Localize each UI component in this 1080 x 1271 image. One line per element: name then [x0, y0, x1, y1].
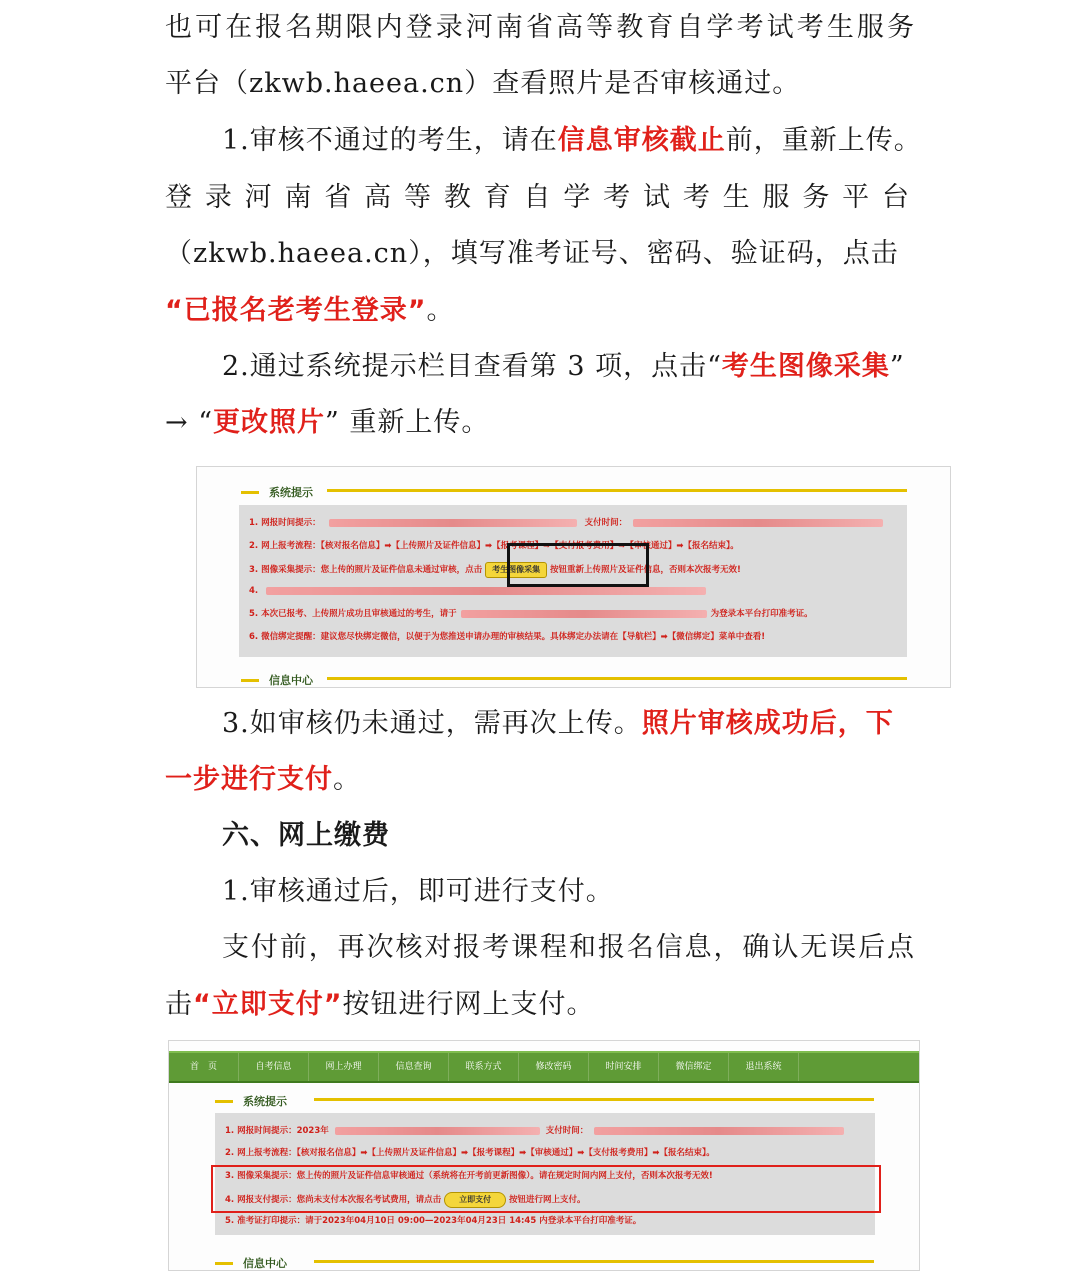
divider: [327, 677, 907, 680]
row-text: 1. 网报时间提示：2023年: [225, 1126, 329, 1136]
row-text: 4.: [249, 586, 259, 596]
notice-row: [249, 540, 739, 552]
notice-row: [249, 517, 883, 529]
screenshot-system-notice-2: [168, 1040, 920, 1271]
row-text: 支付时间：: [584, 518, 628, 528]
highlight-text: 考生图像采集: [721, 351, 890, 382]
nav-item-schedule[interactable]: 时间安排: [589, 1053, 659, 1081]
row-text: 支付时间：: [545, 1126, 589, 1136]
highlight-text: 一步进行支付: [165, 764, 333, 795]
step2-line2: [165, 403, 489, 443]
paragraph-line: 1.审核通过后，即可进行支付。: [222, 876, 614, 907]
step1-line4: [165, 291, 455, 331]
notice-row: [249, 608, 813, 620]
text: 击: [165, 989, 193, 1020]
nav-item-wechat[interactable]: 微信绑定: [659, 1053, 729, 1081]
row-text: 5. 准考证打印提示：请于2023年04月10日 09:00—2023年04月23日 14:45 内登录本平台打印准考证。: [225, 1216, 642, 1226]
notice-row: [249, 562, 741, 578]
text: ” 重新上传。: [325, 407, 490, 438]
row-text: 3. 图像采集提示：您上传的照片及证件信息审核通过（系统将在开考前更新图像）。请在规定时间内网上支付，否则本次报考无效!: [225, 1171, 713, 1181]
highlight-text: 信息审核截止: [557, 125, 726, 156]
text: ”: [889, 351, 905, 382]
nav-item-password[interactable]: 修改密码: [519, 1053, 589, 1081]
title-dash: [241, 491, 259, 494]
text: 。: [426, 295, 455, 326]
text: 。: [333, 764, 361, 795]
redacted-block: [329, 519, 577, 527]
row-text: 1. 网报时间提示：: [249, 518, 321, 528]
text: → “: [165, 407, 214, 438]
text: 1.审核不通过的考生，请在: [222, 125, 558, 156]
row-text: 按钮重新上传照片及证件信息，否则本次报考无效!: [550, 565, 741, 575]
paragraph-line: （zkwb.haeea.cn），填写准考证号、密码、验证码，点击: [165, 238, 899, 269]
step3-line1: [222, 704, 894, 744]
divider: [314, 1098, 874, 1101]
title-dash: [215, 1100, 233, 1103]
step2-line1: [222, 347, 905, 387]
section-title: [241, 484, 313, 500]
step1-line1: [222, 121, 922, 161]
nav-item-online[interactable]: 网上办理: [309, 1053, 379, 1081]
divider: [327, 489, 907, 492]
redacted-block: [461, 610, 707, 618]
row-text: 按钮进行网上支付。: [509, 1195, 586, 1205]
row-text: 2. 网上报考流程：【核对报名信息】➡【上传照片及证件信息】➡【报考课程】➡【审核通过】➡【支付报考费用】➡【报名结束】。: [225, 1148, 715, 1158]
section-title-text: 信息中心: [243, 1257, 287, 1270]
row-text: 为登录本平台打印准考证。: [710, 609, 813, 619]
title-dash: [215, 1262, 233, 1265]
row-text: 6. 微信绑定提醒：建议您尽快绑定微信，以便于为您推送申请办理的审核结果。具体绑定办法请在【导航栏】➡【微信绑定】菜单中查看!: [249, 632, 766, 642]
redacted-block: [633, 519, 883, 527]
redacted-block: [594, 1127, 844, 1135]
highlight-text: 照片审核成功后，下: [641, 708, 894, 739]
nav-item-logout[interactable]: 退出系统: [729, 1053, 799, 1081]
section6-line3: [165, 985, 595, 1025]
text: 前，重新上传。: [725, 125, 922, 156]
paragraph-line: 支付前，再次核对报考课程和报名信息，确认无误后点: [222, 932, 915, 963]
highlight-text: “立即支付”: [193, 989, 343, 1020]
paragraph-line: 登录河南省高等教育自学考试考生服务平台: [165, 182, 915, 213]
section-title-text: 系统提示: [269, 486, 313, 499]
section-title-text: 信息中心: [269, 674, 313, 687]
text: 2.通过系统提示栏目查看第 3 项，点击“: [222, 351, 722, 382]
notice-row: [225, 1215, 641, 1227]
row-text: 5. 本次已报考、上传照片成功且审核通过的考生，请于: [249, 609, 457, 619]
section-title: [241, 672, 313, 688]
text: 3.如审核仍未通过，需再次上传。: [222, 708, 642, 739]
screenshot-system-notice-1: [196, 466, 951, 688]
divider: [314, 1260, 874, 1263]
step3-line2: [165, 760, 361, 800]
notice-row: [249, 631, 765, 643]
row-text: 3. 图像采集提示：您上传的照片及证件信息未通过审核，点击: [249, 565, 483, 575]
image-capture-button[interactable]: 考生图像采集: [485, 562, 547, 578]
text: 按钮进行网上支付。: [342, 989, 595, 1020]
nav-bar: [169, 1051, 920, 1083]
paragraph-line: 也可在报名期限内登录河南省高等教育自学考试考生服务: [165, 12, 915, 43]
row-text: 4. 网报支付提示：您尚未支付本次报名考试费用，请点击: [225, 1195, 442, 1205]
nav-item-query[interactable]: 信息查询: [379, 1053, 449, 1081]
section-title: [215, 1093, 287, 1109]
redacted-block: [266, 587, 706, 595]
pay-now-button[interactable]: 立即支付: [444, 1192, 506, 1208]
paragraph-line: 平台（zkwb.haeea.cn）查看照片是否审核通过。: [165, 68, 801, 99]
highlight-text: “已报名老考生登录”: [165, 295, 427, 326]
section-title: [215, 1255, 287, 1271]
nav-item-home[interactable]: 首 页: [169, 1053, 239, 1081]
highlight-frame: [507, 543, 649, 587]
redacted-block: [335, 1127, 540, 1135]
section-heading: 六、网上缴费: [222, 820, 390, 851]
nav-item-contact[interactable]: 联系方式: [449, 1053, 519, 1081]
section-title-text: 系统提示: [243, 1095, 287, 1108]
nav-item-exam-info[interactable]: 自考信息: [239, 1053, 309, 1081]
title-dash: [241, 679, 259, 682]
highlight-text: 更改照片: [213, 407, 326, 438]
notice-row: [225, 1125, 844, 1137]
notice-row: [225, 1147, 715, 1159]
row-text: 2. 网上报考流程：【核对报名信息】➡【上传照片及证件信息】➡【报考课程】➡【支付报考费用】➡【审核通过】➡【报名结束】。: [249, 541, 739, 551]
highlight-frame: [211, 1165, 881, 1213]
